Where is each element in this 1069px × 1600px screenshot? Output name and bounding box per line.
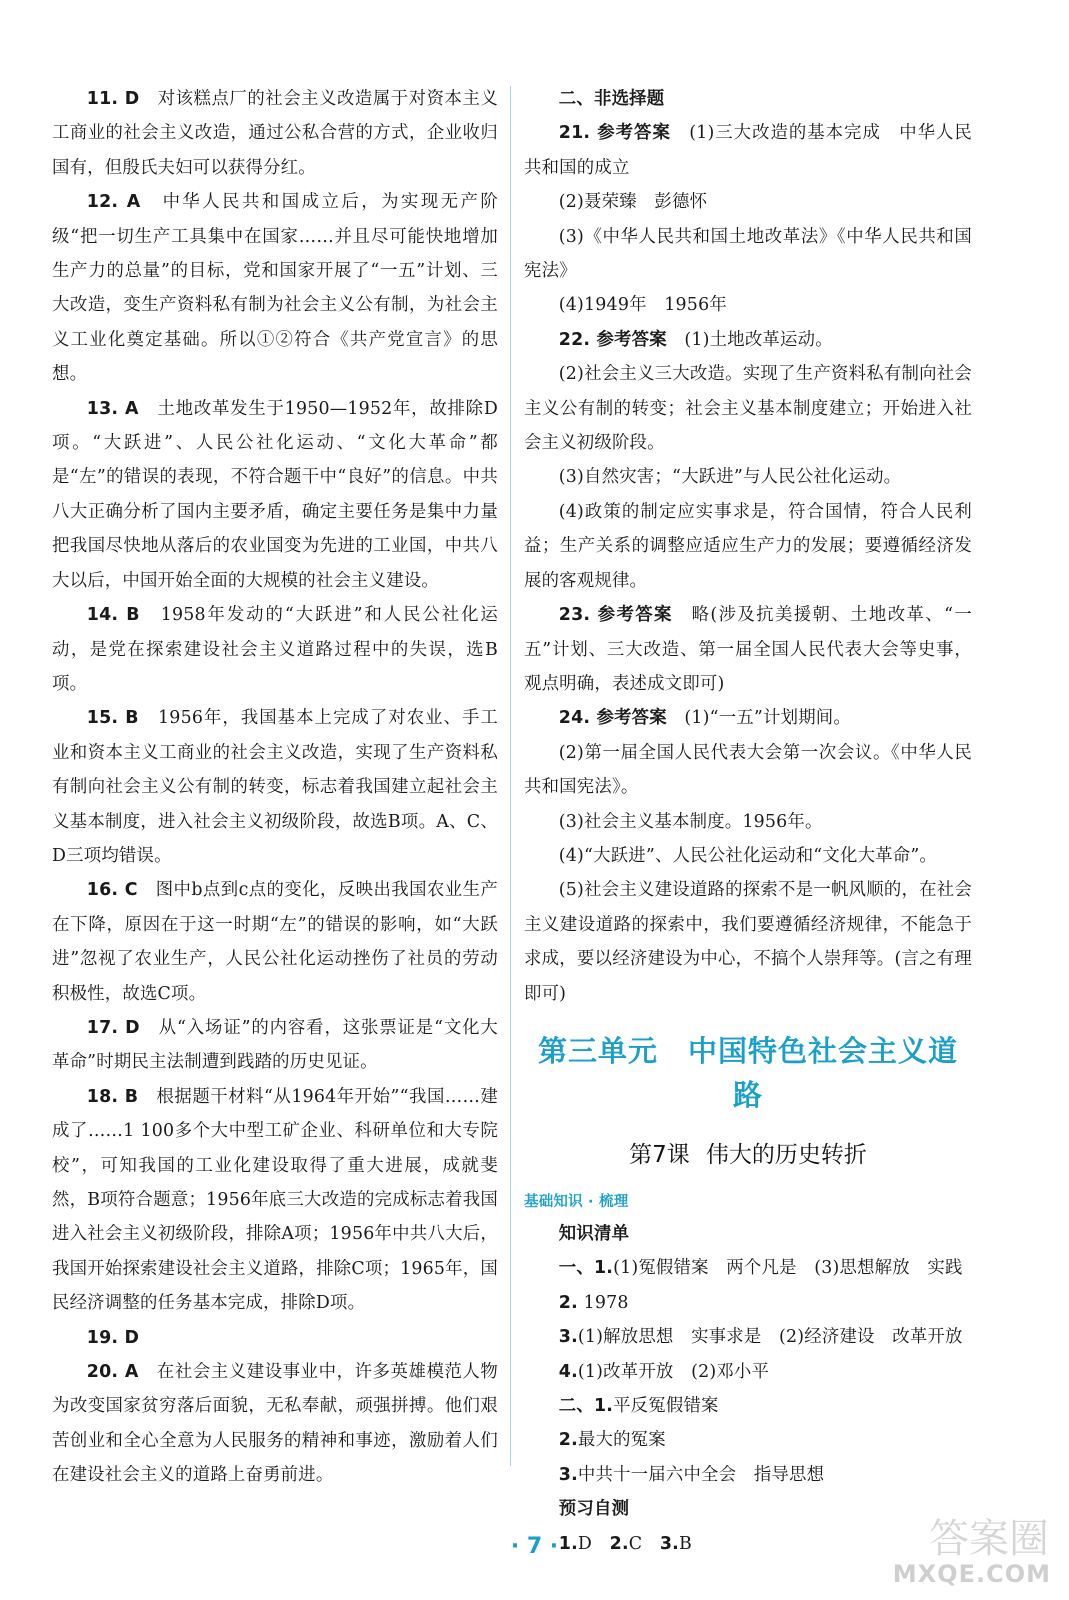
answer-line: (1)三大改造的基本完成 中华人民共和国的成立	[524, 123, 972, 178]
item-text: (1)解放思想 实事求是 (2)经济建设 改革开放	[577, 1327, 963, 1348]
answer-explanation: 略(涉及抗美援朝、土地改革、“一五”计划、三大改造、第一届全国人民代表大会等史事，观点明确，表述成文即可)	[524, 605, 972, 694]
preview-heading: 预习自测	[558, 1499, 630, 1520]
lesson-title	[524, 1137, 972, 1173]
answer-16	[52, 873, 498, 1011]
answer-number: 16. C	[86, 880, 138, 901]
column-divider	[510, 86, 511, 1466]
answer-explanation: 1958年发动的“大跃进”和人民公社化运动，是党在探索建设社会主义道路过程中的失误，选B项。	[52, 605, 498, 694]
knowledge-item	[524, 1320, 972, 1354]
answer-12	[52, 185, 498, 391]
answer-line: (3)自然灾害；“大跃进”与人民公社化运动。	[558, 467, 902, 488]
answer-line: (4)“大跃进”、人民公社化运动和“文化大革命”。	[558, 845, 938, 866]
answer-number: 11. D	[86, 89, 140, 109]
answer-number: 18. B	[86, 1086, 139, 1107]
answer-explanation: 根据题干材料“从1964年开始”“我国……建成了……1 100多个大中型工矿企业、科研单位和大专院校”，可知我国的工业化建设取得了重大进展，成就斐然，B项符合题意；1956年底三大改造的完成标志着我国进入社会主义初级阶段，排除A项；1956年中共八大后，我国开始探索建设社会主义道路，排除C项；1965年，国民经济调整的任务基本完成，排除D项。	[52, 1086, 498, 1314]
item-number: 4.	[558, 1361, 578, 1382]
item-answer: B	[678, 1533, 692, 1554]
item-number: 2.	[609, 1533, 629, 1554]
item-number: 2.	[558, 1430, 578, 1451]
answer-explanation: 中华人民共和国成立后，为实现无产阶级“把一切生产工具集中在国家……并且尽可能快地增加生产力的总量”的目标，党和国家开展了“一五”计划、三大改造，变生产资料私有制为社会主义公有制，为社会主义工业化奠定基础。所以①②符合《共产党宣言》的思想。	[52, 192, 499, 385]
section-tag: 基础知识 · 梳理	[524, 1193, 629, 1210]
answer-17	[52, 1011, 498, 1080]
answer-24	[524, 701, 972, 735]
answer-explanation: 1956年，我国基本上完成了对农业、手工业和资本主义工商业的社会主义改造，实现了生产资料私有制向社会主义公有制的转变，标志着我国建立起社会主义基本制度，进入社会主义初级阶段，故选B项。A、C、D三项均错误。	[52, 708, 499, 866]
answer-explanation: 图中b点到c点的变化，反映出我国农业生产在下降，原因在于这一时期“左”的错误的影响，如“大跃进”忽视了农业生产，人民公社化运动挫伤了社员的劳动积极性，故选C项。	[52, 880, 499, 1004]
answer-number: 12. A	[86, 192, 141, 213]
answer-number: 23. 参考答案	[558, 605, 673, 626]
item-number: 3.	[558, 1464, 578, 1485]
answer-line: (5)社会主义建设道路的探索不是一帆风顺的，在社会主义建设道路的探索中，我们要遵循经济规律，不能急于求成，要以经济建设为中心，不搞个人崇拜等。(言之有理即可)	[524, 880, 972, 1004]
item-text: (1)冤假错案 两个凡是 (3)思想解放 实践	[613, 1258, 963, 1279]
knowledge-item	[524, 1423, 972, 1457]
knowledge-item	[524, 1286, 972, 1320]
item-number: 一、1.	[558, 1258, 614, 1279]
answer-15	[52, 701, 498, 873]
answer-number: 15. B	[86, 708, 139, 729]
answer-14	[52, 598, 498, 701]
item-number: 1.	[558, 1533, 578, 1554]
section-heading: 二、非选择题	[558, 89, 665, 109]
answer-number: 19. D	[86, 1327, 140, 1348]
right-column	[524, 82, 972, 1561]
answer-explanation: 土地改革发生于1950—1952年，故排除D项。“大跃进”、人民公社化运动、“文化大革命”都是“左”的错误的表现，不符合题干中“良好”的信息。中共八大正确分析了国内主要矛盾，确定主要任务是集中力量把我国尽快地从落后的农业国变为先进的工业国，中共八大以后，中国开始全面的大规模的社会主义建设。	[52, 398, 498, 591]
answer-number: 20. A	[86, 1362, 139, 1383]
item-text: 中共十一届六中全会 指导思想	[577, 1464, 825, 1485]
unit-title: 第三单元 中国特色社会主义道路	[537, 1033, 958, 1112]
item-number: 2.	[558, 1292, 578, 1313]
answer-explanation: 在社会主义建设事业中，许多英雄模范人物为改变国家贫穷落后面貌，无私奉献，顽强拼搏。他们艰苦创业和全心全意为人民服务的精神和事迹，激励着人们在建设社会主义的道路上奋勇前进。	[52, 1362, 498, 1486]
answer-line: (3)《中华人民共和国土地改革法》《中华人民共和国宪法》	[524, 226, 972, 282]
answer-11	[52, 82, 498, 185]
item-text: 1978	[583, 1292, 629, 1313]
answer-number: 14. B	[86, 605, 140, 626]
answer-number: 22. 参考答案	[558, 329, 667, 350]
lesson-name: 伟大的历史转折	[705, 1141, 867, 1168]
left-column	[52, 82, 498, 1493]
item-number: 3.	[558, 1327, 578, 1348]
answer-line: (1)土地改革运动。	[684, 329, 833, 350]
answer-line: (4)1949年 1956年	[558, 295, 727, 316]
answer-line: (3)社会主义基本制度。1956年。	[558, 811, 823, 832]
knowledge-heading: 知识清单	[558, 1223, 630, 1244]
answer-number: 21. 参考答案	[558, 123, 671, 144]
answer-explanation: 对该糕点厂的社会主义改造属于对资本主义工商业的社会主义改造，通过公私合营的方式，企业收归国有，但殷氏夫妇可以获得分红。	[52, 89, 498, 178]
answer-line: (2)聂荣臻 彭德怀	[558, 192, 708, 213]
knowledge-item	[524, 1389, 972, 1423]
item-answer: C	[628, 1533, 643, 1554]
answer-explanation: 从“入场证”的内容看，这张票证是“文化大革命”时期民主法制遭到践踏的历史见证。	[52, 1017, 498, 1073]
knowledge-item	[524, 1458, 972, 1492]
answer-number: 17. D	[86, 1017, 140, 1038]
item-text: (1)改革开放 (2)邓小平	[577, 1361, 770, 1382]
answer-line: (1)“一五”计划期间。	[684, 708, 851, 729]
item-text: 平反冤假错案	[613, 1396, 719, 1416]
answer-21	[524, 116, 972, 185]
watermark-site: MXQE.COM	[892, 1560, 1051, 1588]
knowledge-item	[524, 1355, 972, 1389]
answer-22	[524, 323, 972, 357]
answer-line: (4)政策的制定应实事求是，符合国情，符合人民利益；生产关系的调整应适应生产力的发展；要遵循经济发展的客观规律。	[524, 501, 972, 591]
answer-number: 24. 参考答案	[558, 708, 667, 729]
lesson-number: 第7课	[629, 1141, 690, 1168]
item-number: 3.	[659, 1533, 679, 1554]
page-number: · 7 ·	[510, 1534, 559, 1559]
answer-19	[52, 1321, 498, 1355]
answer-13	[52, 392, 498, 598]
answer-line: (2)第一届全国人民代表大会第一次会议。《中华人民共和国宪法》。	[524, 742, 972, 798]
answer-number: 13. A	[86, 398, 139, 419]
item-number: 二、1.	[558, 1396, 614, 1416]
answer-line: (2)社会主义三大改造。实现了生产资料私有制向社会主义公有制的转变；社会主义基本制度建立；开始进入社会主义初级阶段。	[524, 364, 972, 454]
item-answer: D	[577, 1533, 593, 1554]
item-text: 最大的冤案	[577, 1430, 666, 1451]
answer-23	[524, 598, 972, 701]
watermark-logo	[880, 1505, 1055, 1590]
answer-18	[52, 1080, 498, 1321]
answer-20	[52, 1355, 498, 1493]
watermark-glyphs: 答案圈	[929, 1516, 1049, 1562]
knowledge-item	[524, 1251, 972, 1285]
